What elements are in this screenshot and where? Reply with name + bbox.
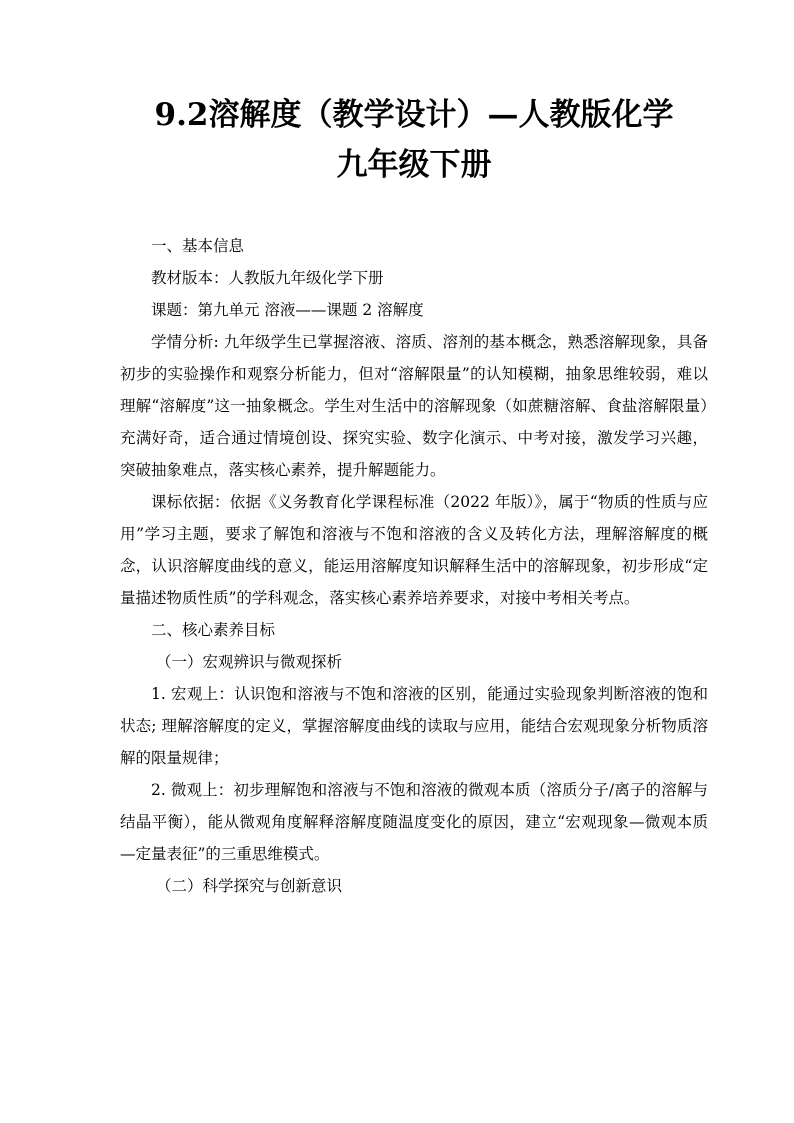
document-body xyxy=(120,230,708,902)
learner-analysis: 学情分析: 九年级学生已掌握溶液、溶质、溶剂的基本概念，熟悉溶解现象，具备初步的实验操作和观察分析能力，但对“溶解限量”的认知模糊，抽象思维较弱，难以理解“溶解度”这一抽象概念。学生对生活中的溶解现象（如蔗糖溶解、食盐溶解限量）充满好奇，适合通过情境创设、探究实验、数字化演示、中考对接，激发学习兴趣，突破抽象难点，落实核心素养，提升解题能力。 xyxy=(120,333,708,479)
section-heading-core-goals: 二、核心素养目标 xyxy=(151,621,276,639)
curriculum-basis: 课标依据：依据《义务教育化学课程标准（2022 年版）》，属于“物质的性质与应用”学习主题，要求了解饱和溶液与不饱和溶液的含义及转化方法，理解溶解度的概念，认识溶解度曲线的意义，能运用溶解度知识解释生活中的溶解现象，初步形成“定量描述物质性质”的学科观念，落实核心素养培养要求，对接中考相关考点。 xyxy=(120,493,708,607)
subsection-heading-macro-micro: （一）宏观辨识与微观探析 xyxy=(156,653,343,671)
goal-macro: 1. 宏观上：认识饱和溶液与不饱和溶液的区别，能通过实验现象判断溶液的饱和状态; 理解溶解度的定义，掌握溶解度曲线的读取与应用，能结合宏观现象分析物质溶解的限量规律； xyxy=(120,685,708,767)
title-line-2: 九年级下册 xyxy=(336,147,492,183)
title-line-1: 9.2溶解度（教学设计）—人教版化学 xyxy=(154,97,674,133)
section-heading-basic-info: 一、基本信息 xyxy=(151,237,245,255)
subsection-heading-inquiry: （二）科学探究与创新意识 xyxy=(156,877,343,895)
goal-micro: 2. 微观上：初步理解饱和溶液与不饱和溶液的微观本质（溶质分子/离子的溶解与结晶平衡），能从微观角度解释溶解度随温度变化的原因，建立“宏观现象—微观本质—定量表征”的三重思维模式。 xyxy=(120,781,708,863)
lesson-topic: 课题：第九单元 溶液——课题 2 溶解度 xyxy=(151,301,424,319)
textbook-version: 教材版本：人教版九年级化学下册 xyxy=(151,269,384,287)
document-title xyxy=(120,90,708,190)
